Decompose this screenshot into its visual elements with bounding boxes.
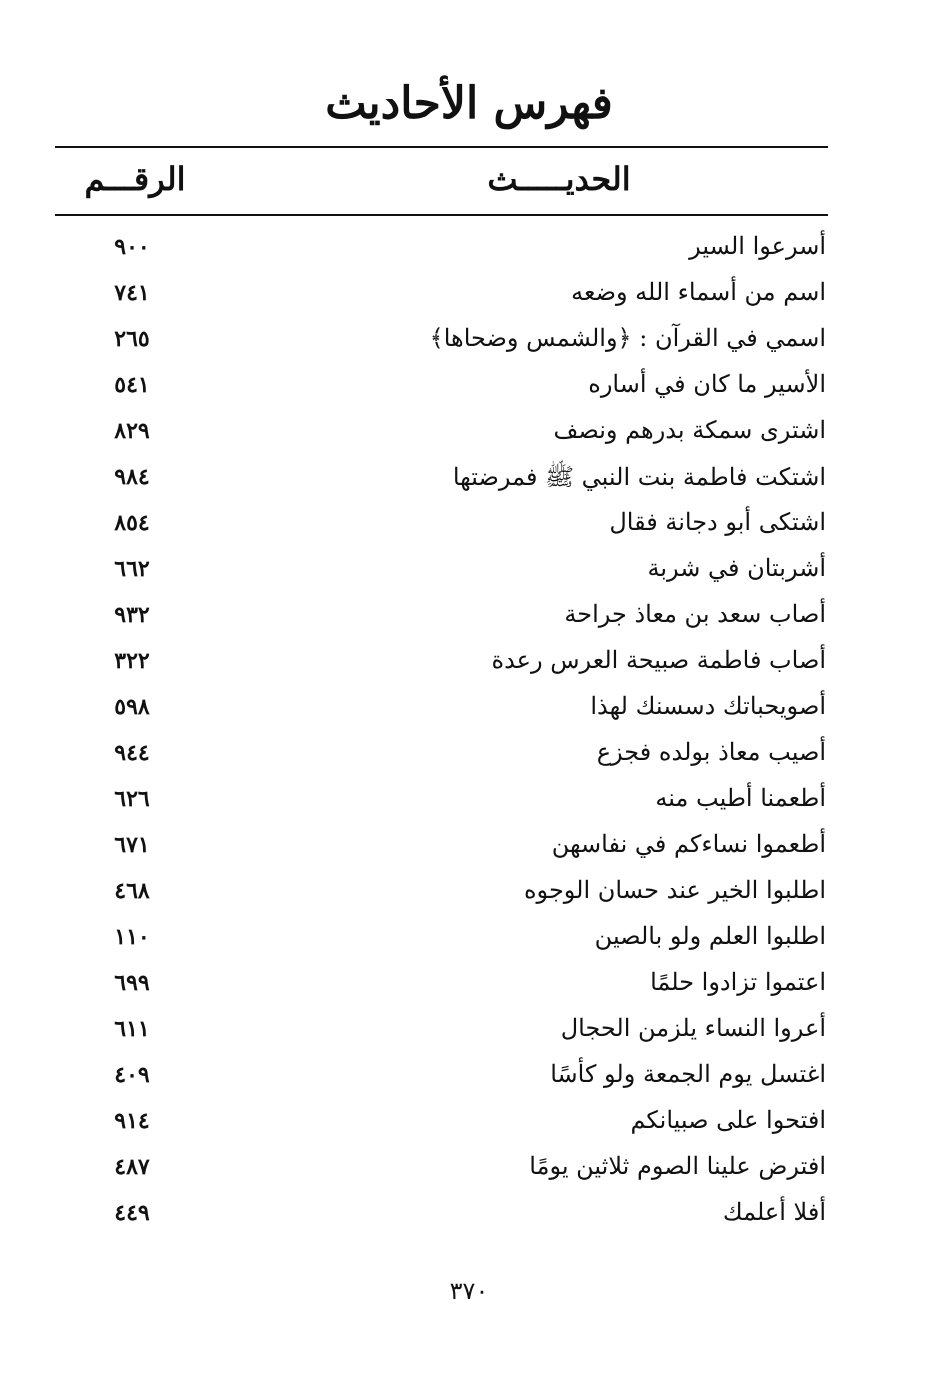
hadith-text: أسرعوا السير bbox=[689, 232, 826, 260]
hadith-number: ٢٦٥ bbox=[114, 326, 150, 352]
hadith-text: اشترى سمكة بدرهم ونصف bbox=[553, 416, 826, 444]
hadith-number: ٤٨٧ bbox=[114, 1154, 150, 1180]
list-item bbox=[0, 734, 938, 780]
list-item bbox=[0, 642, 938, 688]
page-number: ٣٧٠ bbox=[449, 1277, 489, 1305]
hadith-text: افتحوا على صبيانكم bbox=[630, 1106, 826, 1134]
hadith-number: ٩٤٤ bbox=[114, 740, 150, 766]
hadith-number: ٦٢٦ bbox=[114, 786, 150, 812]
hadith-text: أصيب معاذ بولده فجزع bbox=[596, 738, 826, 766]
hadith-number: ٤٦٨ bbox=[114, 878, 150, 904]
header-bottom-rule bbox=[55, 214, 828, 216]
hadith-text: اغتسل يوم الجمعة ولو كأسًا bbox=[550, 1060, 826, 1088]
hadith-number: ١١٠ bbox=[114, 924, 150, 950]
column-header-hadith: الحديـــــث bbox=[487, 160, 631, 198]
page-title: فهرس الأحاديث bbox=[325, 78, 613, 129]
list-item bbox=[0, 826, 938, 872]
hadith-number: ٨٥٤ bbox=[114, 510, 150, 536]
hadith-text: اشتكت فاطمة بنت النبي ﷺ فمرضتها bbox=[452, 463, 826, 491]
hadith-number: ٩٠٠ bbox=[114, 234, 150, 260]
hadith-text: الأسير ما كان في أساره bbox=[588, 370, 826, 398]
hadith-number: ٩٨٤ bbox=[114, 464, 150, 490]
hadith-number: ٤٠٩ bbox=[114, 1062, 150, 1088]
hadith-text: افترض علينا الصوم ثلاثين يومًا bbox=[529, 1152, 826, 1180]
hadith-text: أشربتان في شربة bbox=[647, 554, 826, 582]
list-item bbox=[0, 1056, 938, 1102]
hadith-number: ٥٩٨ bbox=[114, 694, 150, 720]
hadith-text: أطعمنا أطيب منه bbox=[655, 784, 826, 812]
hadith-number: ٤٤٩ bbox=[114, 1200, 150, 1226]
hadith-text: اسم من أسماء الله وضعه bbox=[571, 278, 826, 306]
hadith-number: ٨٢٩ bbox=[114, 418, 150, 444]
hadith-number: ٦٧١ bbox=[114, 832, 150, 858]
header-top-rule bbox=[55, 146, 828, 148]
list-item bbox=[0, 320, 938, 366]
hadith-text: أفلا أعلمك bbox=[722, 1198, 826, 1226]
list-item bbox=[0, 228, 938, 274]
hadith-text: أطعموا نساءكم في نفاسهن bbox=[551, 830, 826, 858]
hadith-text: اطلبوا الخير عند حسان الوجوه bbox=[523, 876, 826, 904]
hadith-text: أصاب سعد بن معاذ جراحة bbox=[564, 600, 826, 628]
list-item bbox=[0, 550, 938, 596]
hadith-text: أصويحباتك دسسنك لهذا bbox=[590, 692, 826, 720]
hadith-number: ٦١١ bbox=[114, 1016, 150, 1042]
list-item bbox=[0, 1010, 938, 1056]
list-item bbox=[0, 274, 938, 320]
list-item bbox=[0, 872, 938, 918]
list-item bbox=[0, 780, 938, 826]
list-item bbox=[0, 458, 938, 504]
list-item bbox=[0, 1148, 938, 1194]
hadith-text: أصاب فاطمة صبيحة العرس رعدة bbox=[491, 646, 826, 674]
list-item bbox=[0, 688, 938, 734]
list-item bbox=[0, 964, 938, 1010]
hadith-index-list bbox=[0, 228, 938, 1240]
list-item bbox=[0, 504, 938, 550]
hadith-number: ٣٢٢ bbox=[114, 648, 150, 674]
hadith-text: اسمي في القرآن : ﴿والشمس وضحاها﴾ bbox=[429, 324, 826, 352]
list-item bbox=[0, 918, 938, 964]
hadith-number: ٦٩٩ bbox=[114, 970, 150, 996]
list-item bbox=[0, 1194, 938, 1240]
column-header-number: الرقـــم bbox=[84, 160, 186, 198]
hadith-number: ٦٦٢ bbox=[114, 556, 150, 582]
hadith-number: ٩١٤ bbox=[114, 1108, 150, 1134]
list-item bbox=[0, 1102, 938, 1148]
hadith-number: ٥٤١ bbox=[114, 372, 150, 398]
list-item bbox=[0, 366, 938, 412]
list-item bbox=[0, 596, 938, 642]
hadith-number: ٧٤١ bbox=[114, 280, 150, 306]
hadith-text: اشتكى أبو دجانة فقال bbox=[609, 508, 826, 536]
list-item bbox=[0, 412, 938, 458]
hadith-text: اعتموا تزادوا حلمًا bbox=[650, 968, 826, 996]
hadith-number: ٩٣٢ bbox=[114, 602, 150, 628]
hadith-text: أعروا النساء يلزمن الحجال bbox=[560, 1014, 826, 1042]
hadith-text: اطلبوا العلم ولو بالصين bbox=[594, 922, 826, 950]
